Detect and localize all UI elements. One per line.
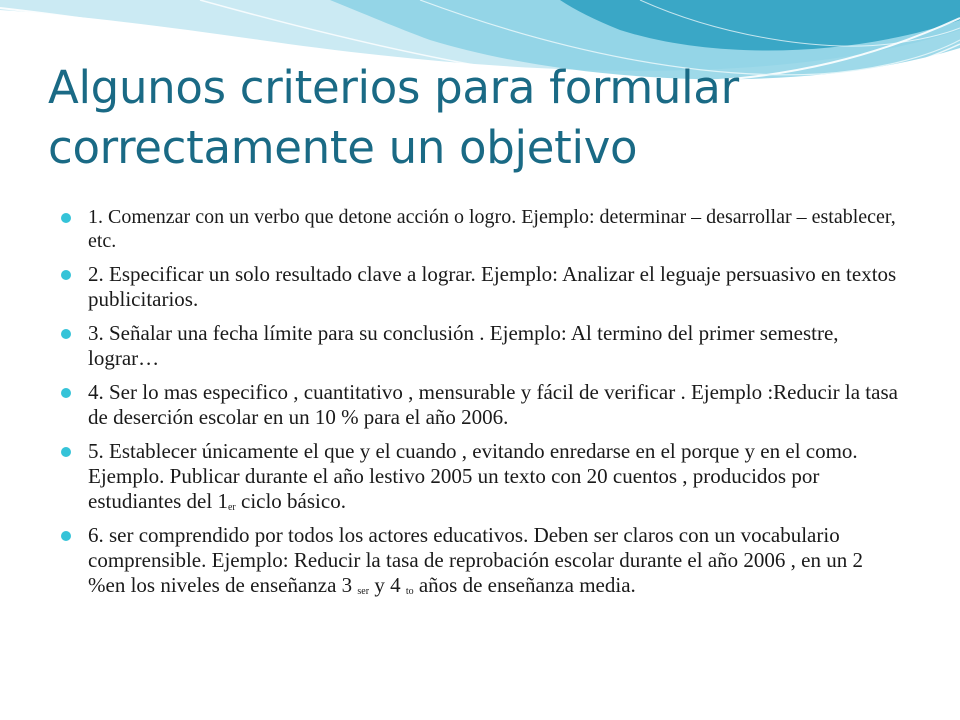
bullet-dot-icon [61,388,71,398]
bullet-text-part: 6. ser comprendido por todos los actores educativos. Deben ser claros con un vocabulario comprensible. Ejemplo: Reducir la tasa de reprobación escolar durante el año 2006 , en un 2 %en los niveles de enseñanza 3 [88,523,863,597]
bullet-text-part: 5. Establecer únicamente el que y el cuando , evitando enredarse en el porque y en el como. Ejemplo. Publicar durante el año lestivo 2005 un texto con 20 cuentos , producidos por estudiantes del 1 [88,439,858,513]
ordinal-suffix: to [405,586,414,597]
bullet-text-part: años de enseñanza media. [413,573,636,597]
bullet-item [58,321,904,371]
bullet-text [88,523,863,597]
bullet-item [58,380,904,430]
bullet-dot-icon [61,531,71,541]
bullet-item [58,439,904,514]
bullet-text: 4. Ser lo mas especifico , cuantitativo , mensurable y fácil de verificar . Ejemplo :Reducir la tasa de deserción escolar en un 10 % para el año 2006. [88,380,898,429]
bullet-list [58,205,904,607]
bullet-dot-icon [61,329,71,339]
ordinal-suffix: ser [357,586,370,597]
ordinal-suffix: er [227,502,236,513]
bullet-text: 2. Especificar un solo resultado clave a lograr. Ejemplo: Analizar el leguaje persuasivo en textos publicitarios. [88,262,897,311]
bullet-dot-icon [61,270,71,280]
bullet-item [58,262,904,312]
bullet-text [88,439,858,513]
bullet-text-part: ciclo básico. [235,489,346,513]
slide-title: Algunos criterios para formular correctamente un objetivo [48,61,739,174]
bullet-text-part: y 4 [369,573,406,597]
bullet-dot-icon [61,213,71,223]
bullet-dot-icon [61,447,71,457]
bullet-text: 1. Comenzar con un verbo que detone acción o logro. Ejemplo: determinar – desarrollar – establecer, etc. [88,206,896,252]
bullet-item [58,205,904,253]
bullet-item [58,523,904,598]
bullet-text: 3. Señalar una fecha límite para su conclusión . Ejemplo: Al termino del primer semestre, lograr… [88,321,839,370]
